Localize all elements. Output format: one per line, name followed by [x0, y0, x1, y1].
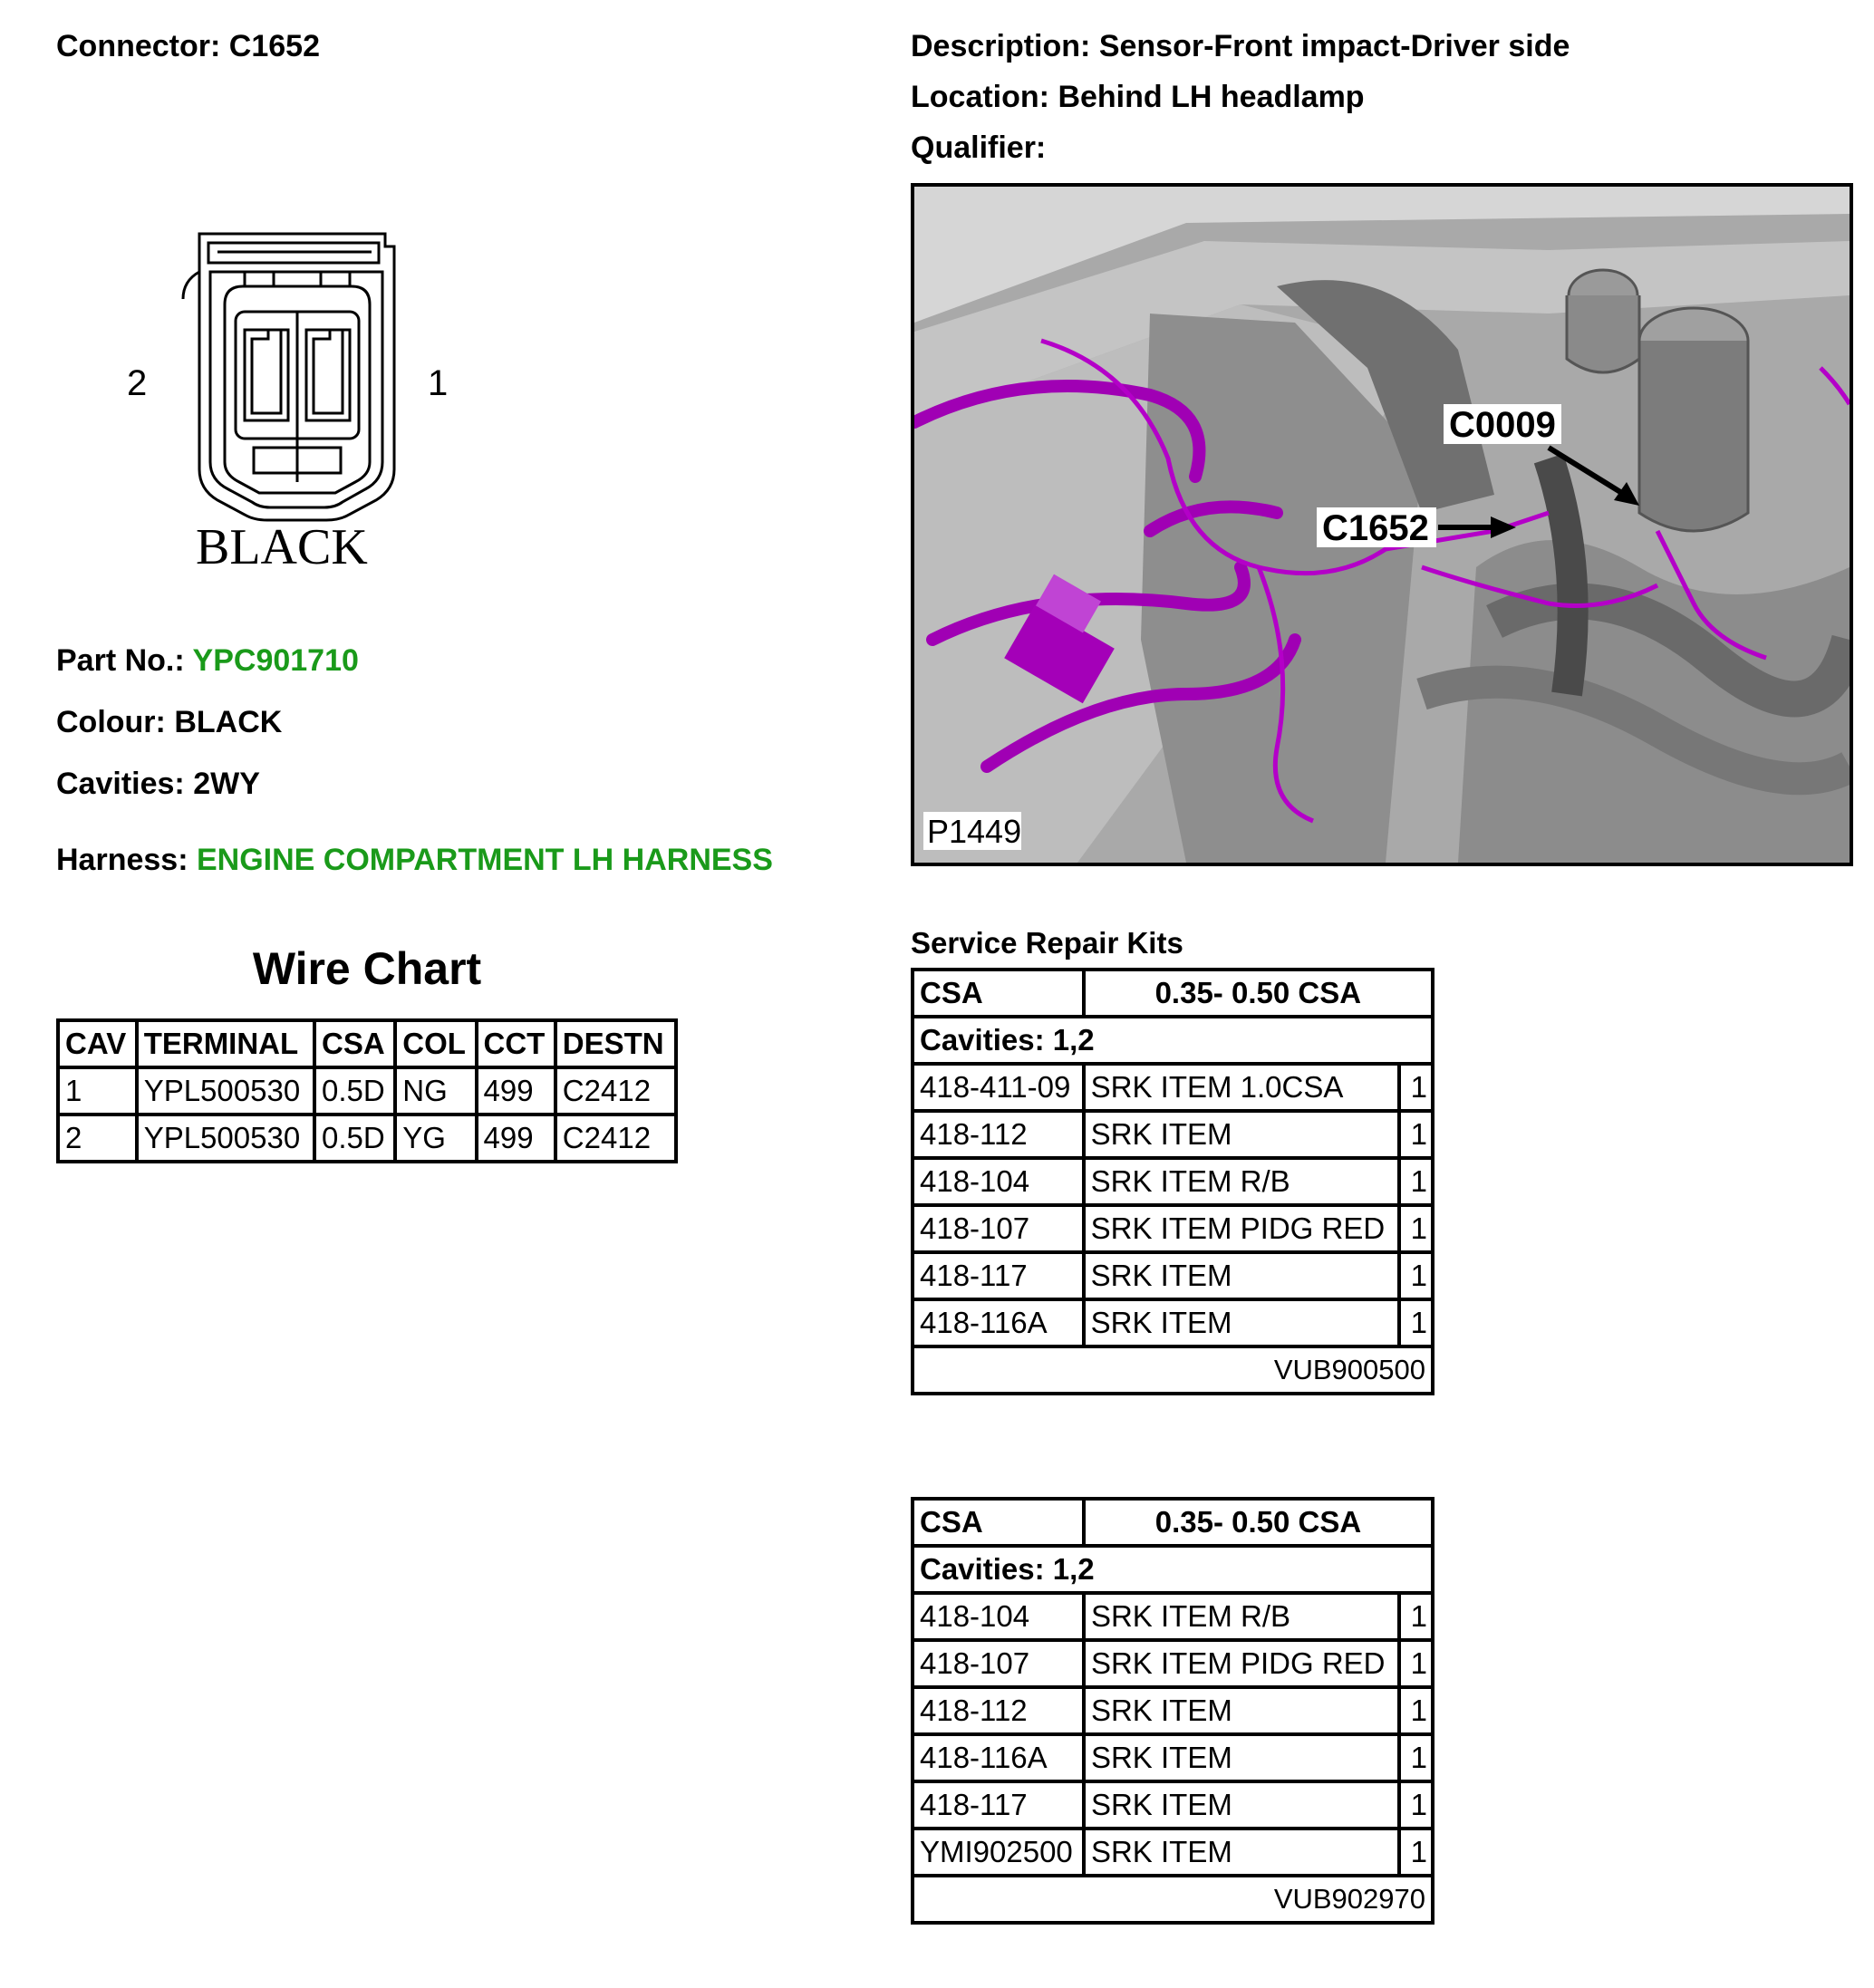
- harness-label: Harness:: [56, 843, 188, 877]
- cavity-1: [314, 330, 343, 413]
- callout-c1652-label: C1652: [1322, 508, 1429, 548]
- qualifier-label: Qualifier:: [911, 130, 1047, 165]
- pin-label-left: 2: [127, 363, 148, 403]
- kit-csa-label: CSA: [913, 1499, 1084, 1546]
- cell-csa: 0.5D: [314, 1067, 395, 1115]
- cell-cav: 2: [58, 1115, 137, 1162]
- kit-number: VUB900500: [913, 1346, 1433, 1394]
- kit-item-qty: 1: [1399, 1593, 1433, 1640]
- kit-number-row: [913, 1346, 1433, 1394]
- kit-csa-value: 0.35- 0.50 CSA: [1084, 1499, 1433, 1546]
- table-row: [913, 1111, 1433, 1158]
- kit-item-part: 418-112: [913, 1111, 1084, 1158]
- kit-csa-row: [913, 970, 1433, 1017]
- kit-cavities-row: [913, 1546, 1433, 1593]
- table-row: [913, 1687, 1433, 1734]
- colour-line: [56, 705, 282, 740]
- colour-value: BLACK: [174, 705, 283, 739]
- kit-item-desc: SRK ITEM: [1084, 1734, 1399, 1781]
- callout-c0009-label: C0009: [1449, 405, 1556, 445]
- table-row: [913, 1252, 1433, 1299]
- kit-item-desc: SRK ITEM PIDG RED: [1084, 1205, 1399, 1252]
- table-row: [913, 1829, 1433, 1876]
- description-value: Sensor-Front impact-Driver side: [1098, 29, 1570, 63]
- table-row: [913, 1299, 1433, 1346]
- wire-chart-table: [56, 1018, 678, 1163]
- connector-value: C1652: [228, 29, 320, 63]
- table-row: [913, 1640, 1433, 1687]
- harness-value[interactable]: ENGINE COMPARTMENT LH HARNESS: [196, 843, 773, 877]
- kit-item-part: 418-112: [913, 1687, 1084, 1734]
- cell-cct: 499: [477, 1115, 555, 1162]
- cell-destn: C2412: [555, 1067, 676, 1115]
- table-row: [913, 1205, 1433, 1252]
- kit-item-desc: SRK ITEM R/B: [1084, 1158, 1399, 1205]
- cell-cav: 1: [58, 1067, 137, 1115]
- table-row: [58, 1115, 676, 1162]
- cell-terminal: YPL500530: [137, 1115, 314, 1162]
- table-row: [913, 1158, 1433, 1205]
- kit-item-part: 418-104: [913, 1593, 1084, 1640]
- kit-item-desc: SRK ITEM: [1084, 1299, 1399, 1346]
- location-label: Location:: [911, 80, 1049, 114]
- wire-chart-header-row: [58, 1020, 676, 1067]
- kit-csa-value: 0.35- 0.50 CSA: [1084, 970, 1433, 1017]
- connector-location-photo: [911, 183, 1853, 866]
- kit-item-part: 418-117: [913, 1252, 1084, 1299]
- cavities-line: [56, 767, 260, 802]
- table-row: [58, 1067, 676, 1115]
- connector-label: Connector:: [56, 29, 221, 63]
- kit-item-desc: SRK ITEM R/B: [1084, 1593, 1399, 1640]
- wire-chart-title: Wire Chart: [252, 943, 482, 994]
- cavity-2: [252, 330, 281, 413]
- cell-cct: 499: [477, 1067, 555, 1115]
- kit-item-qty: 1: [1399, 1111, 1433, 1158]
- location-value: Behind LH headlamp: [1058, 80, 1365, 114]
- cell-col: NG: [395, 1067, 476, 1115]
- cell-terminal: YPL500530: [137, 1067, 314, 1115]
- qualifier-line: [911, 130, 1046, 166]
- connector-outer-lip: [183, 272, 199, 299]
- header-destn: DESTN: [555, 1020, 676, 1067]
- connector-face-diagram: [109, 217, 489, 598]
- kit-item-part: 418-117: [913, 1781, 1084, 1829]
- cavities-value: 2WY: [193, 767, 260, 801]
- kit-item-qty: 1: [1399, 1640, 1433, 1687]
- kit-number-row: [913, 1876, 1433, 1923]
- kit-item-qty: 1: [1399, 1829, 1433, 1876]
- photo-figure-id: P1449: [927, 813, 1022, 850]
- table-row: [913, 1781, 1433, 1829]
- part-no-line: [56, 643, 359, 679]
- connector-heading: [56, 29, 320, 64]
- kit-item-part: 418-116A: [913, 1299, 1084, 1346]
- table-row: [913, 1064, 1433, 1111]
- kit-item-desc: SRK ITEM: [1084, 1111, 1399, 1158]
- kit-item-qty: 1: [1399, 1252, 1433, 1299]
- kit-csa-label: CSA: [913, 970, 1084, 1017]
- header-col: COL: [395, 1020, 476, 1067]
- kit-item-qty: 1: [1399, 1299, 1433, 1346]
- connector-colour-caption: BLACK: [196, 519, 368, 575]
- cell-destn: C2412: [555, 1115, 676, 1162]
- kit-item-qty: 1: [1399, 1205, 1433, 1252]
- cell-csa: 0.5D: [314, 1115, 395, 1162]
- kit-item-qty: 1: [1399, 1734, 1433, 1781]
- kit-item-part: YMI902500: [913, 1829, 1084, 1876]
- repair-kit-table-2: [911, 1497, 1434, 1925]
- part-no-label: Part No.:: [56, 643, 185, 678]
- header-terminal: TERMINAL: [137, 1020, 314, 1067]
- kit-csa-row: [913, 1499, 1433, 1546]
- description-label: Description:: [911, 29, 1091, 63]
- kit-cavities-row: [913, 1017, 1433, 1064]
- kit-item-qty: 1: [1399, 1158, 1433, 1205]
- kit-item-qty: 1: [1399, 1687, 1433, 1734]
- kit-item-qty: 1: [1399, 1064, 1433, 1111]
- kit-cavities: Cavities: 1,2: [913, 1546, 1433, 1593]
- kit-item-part: 418-411-09: [913, 1064, 1084, 1111]
- kit-cavities: Cavities: 1,2: [913, 1017, 1433, 1064]
- colour-label: Colour:: [56, 705, 166, 739]
- location-line: [911, 80, 1365, 115]
- harness-line: [56, 843, 773, 878]
- cell-col: YG: [395, 1115, 476, 1162]
- kit-item-part: 418-107: [913, 1640, 1084, 1687]
- header-csa: CSA: [314, 1020, 395, 1067]
- part-no-value[interactable]: YPC901710: [192, 643, 359, 678]
- table-row: [913, 1593, 1433, 1640]
- kit-number: VUB902970: [913, 1876, 1433, 1923]
- kit-item-qty: 1: [1399, 1781, 1433, 1829]
- kit-item-desc: SRK ITEM: [1084, 1781, 1399, 1829]
- header-cav: CAV: [58, 1020, 137, 1067]
- engine-bay-illustration: [914, 187, 1850, 863]
- kit-item-desc: SRK ITEM: [1084, 1687, 1399, 1734]
- kit-item-part: 418-107: [913, 1205, 1084, 1252]
- kit-item-part: 418-104: [913, 1158, 1084, 1205]
- kit-item-desc: SRK ITEM: [1084, 1252, 1399, 1299]
- description-line: [911, 29, 1570, 64]
- pin-label-right: 1: [428, 363, 449, 403]
- kit-item-part: 418-116A: [913, 1734, 1084, 1781]
- kit-item-desc: SRK ITEM 1.0CSA: [1084, 1064, 1399, 1111]
- table-row: [913, 1734, 1433, 1781]
- kit-item-desc: SRK ITEM: [1084, 1829, 1399, 1876]
- repair-kit-table-1: [911, 968, 1434, 1395]
- kit-item-desc: SRK ITEM PIDG RED: [1084, 1640, 1399, 1687]
- header-cct: CCT: [477, 1020, 555, 1067]
- cavities-label: Cavities:: [56, 767, 185, 801]
- service-repair-kits-title: Service Repair Kits: [911, 926, 1183, 960]
